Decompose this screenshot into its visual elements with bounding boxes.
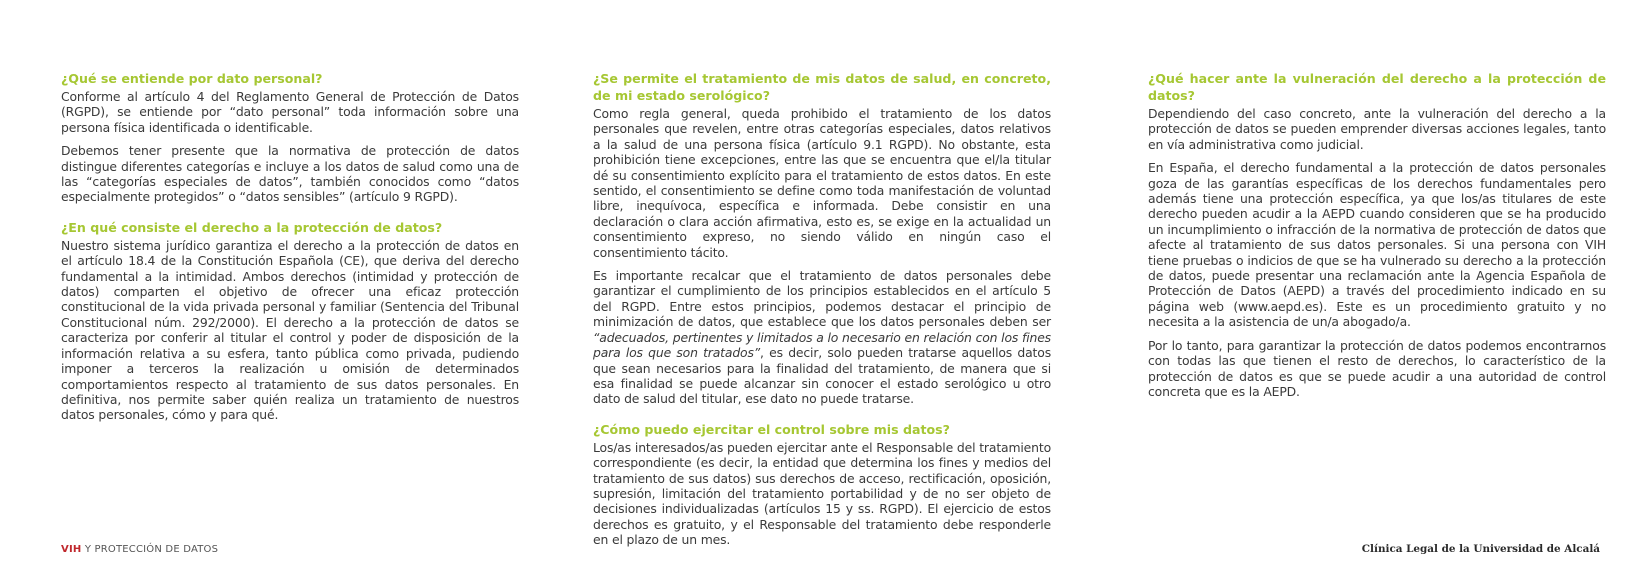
section-heading: ¿Qué se entiende por dato personal? [61,71,323,86]
section-heading: ¿En qué consiste el derecho a la protección de datos? [61,219,443,235]
column-1 [61,70,519,437]
paragraph-quote: “adecuados, pertinentes y limitados a lo necesario en relación con los fines para los que son tratados” [593,329,1051,361]
section-heading: ¿Se permite el tratamiento de mis datos de salud, en concreto, de mi estado serológico? [593,71,1051,103]
paragraph: Nuestro sistema jurídico garantiza el derecho a la protección de datos en el artículo 18.4 de la Constitución Española (CE), que deriva del derecho fundamental a la intimidad. Ambos derechos (intimidad y protección de datos) comparten el objetivo de ofrecer una eficaz protección constitucional de la vida privada personal y familiar (Sentencia del Tribunal Constitucional núm. 292/2000). El derecho a la protección de datos se caracteriza por conferir al titular el control y poder de disposición de la información relativa a su esfera, tanto pública como privada, pudiendo imponer a terceros la realización u omisión de determinados comportamientos respecto al tratamiento de sus datos personales. En definitiva, nos permite saber quién realiza un tratamiento de nuestros datos personales, cómo y para qué. [61,237,519,423]
footer-right: Clínica Legal de la Universidad de Alcalá [1361,543,1600,555]
section-ejercitar-control [593,421,1051,548]
footer-subtitle: Y PROTECCIÓN DE DATOS [84,544,219,555]
paragraph: Por lo tanto, para garantizar la protección de datos podemos encontrarnos con todas las que tienen el resto de derechos, lo característico de la protección de datos es que se puede acudir a una autoridad de control concreta que es la AEPD. [1148,337,1606,399]
paragraph-text: Es importante recalcar que el tratamiento de datos personales debe garantizar el cumplimiento de los principios establecidos en el artículo 5 del RGPD. Entre estos principios, podemos destacar el principio de minimización de datos, que establece que los datos personales deben ser [593,268,1051,330]
footer-left [61,544,218,555]
paragraph: Conforme al artículo 4 del Reglamento General de Protección de Datos (RGPD), se entiende por “dato personal” toda información sobre una persona física identificada o identificable. [61,89,519,135]
paragraph: Debemos tener presente que la normativa de protección de datos distingue diferentes categorías e incluye a los datos de salud como una de las “categorías especiales de datos”, también conocidos como “datos especialmente protegidos” o “datos sensibles” (artículo 9 RGPD). [61,143,519,205]
column-2 [593,70,1051,562]
paragraph: En España, el derecho fundamental a la protección de datos personales goza de las garantías específicas de los derechos fundamentales pero además tiene una protección específica, ya que los/as titulares de este derecho pueden acudir a la AEPD cuando consideren que se ha producido un incumplimiento o infracción de la normativa de protección de datos que afecte al tratamiento de sus datos personales. Si una persona con VIH tiene pruebas o indicios de que se ha vulnerado su derecho a la protección de datos, puede presentar una reclamación ante la Agencia Española de Protección de Datos (AEPD) a través del procedimiento indicado en su página web (www.aepd.es). Este es un procedimiento gratuito y no necesita a la asistencia de un/a abogado/a. [1148,160,1606,330]
section-vulneracion [1148,70,1606,399]
section-heading: ¿Qué hacer ante la vulneración del derecho a la protección de datos? [1148,71,1606,103]
paragraph-text: , es decir, solo pueden tratarse aquellos datos que sean necesarios para la finalidad del tratamiento, de manera que si esa finalidad se puede alcanzar sin conocer el estado serológico u otro dato de salud del titular, ese dato no puede tratarse. [593,345,1052,407]
section-derecho-proteccion [61,219,519,423]
section-heading: ¿Cómo puedo ejercitar el control sobre mis datos? [593,421,950,437]
section-datos-salud [593,70,1051,407]
section-dato-personal [61,70,519,205]
column-3 [1148,70,1606,413]
paragraph: Los/as interesados/as pueden ejercitar ante el Responsable del tratamiento correspondiente (es decir, la entidad que determina los fines y medios del tratamiento de sus datos) sus derechos de acceso, rectificación, oposición, supresión, limitación del tratamiento portabilidad y de no ser objeto de decisiones individualizadas (artículos 15 y ss. RGPD). El ejercicio de estos derechos es gratuito, y el Responsable del tratamiento debe responderle en el plazo de un mes. [593,439,1051,548]
paragraph: Dependiendo del caso concreto, ante la vulneración del derecho a la protección de datos se pueden emprender diversas acciones legales, tanto en vía administrativa como judicial. [1148,106,1606,152]
footer-brand: VIH [61,544,82,555]
paragraph: Como regla general, queda prohibido el tratamiento de los datos personales que revelen, entre otras categorías especiales, datos relativos a la salud de una persona física (artículo 9.1 RGPD). No obstante, esta prohibición tiene excepciones, entre las que se encuentra que el/la titular dé su consentimiento explícito para el tratamiento de estos datos. En este sentido, el consentimiento se define como toda manifestación de voluntad libre, inequívoca, específica e informada. Debe consistir en una declaración o clara acción afirmativa, esto es, se exige en la actualidad un consentimiento expreso, no siendo válido en ningún caso el consentimiento tácito. [593,106,1051,260]
paragraph-principios [593,268,1051,407]
